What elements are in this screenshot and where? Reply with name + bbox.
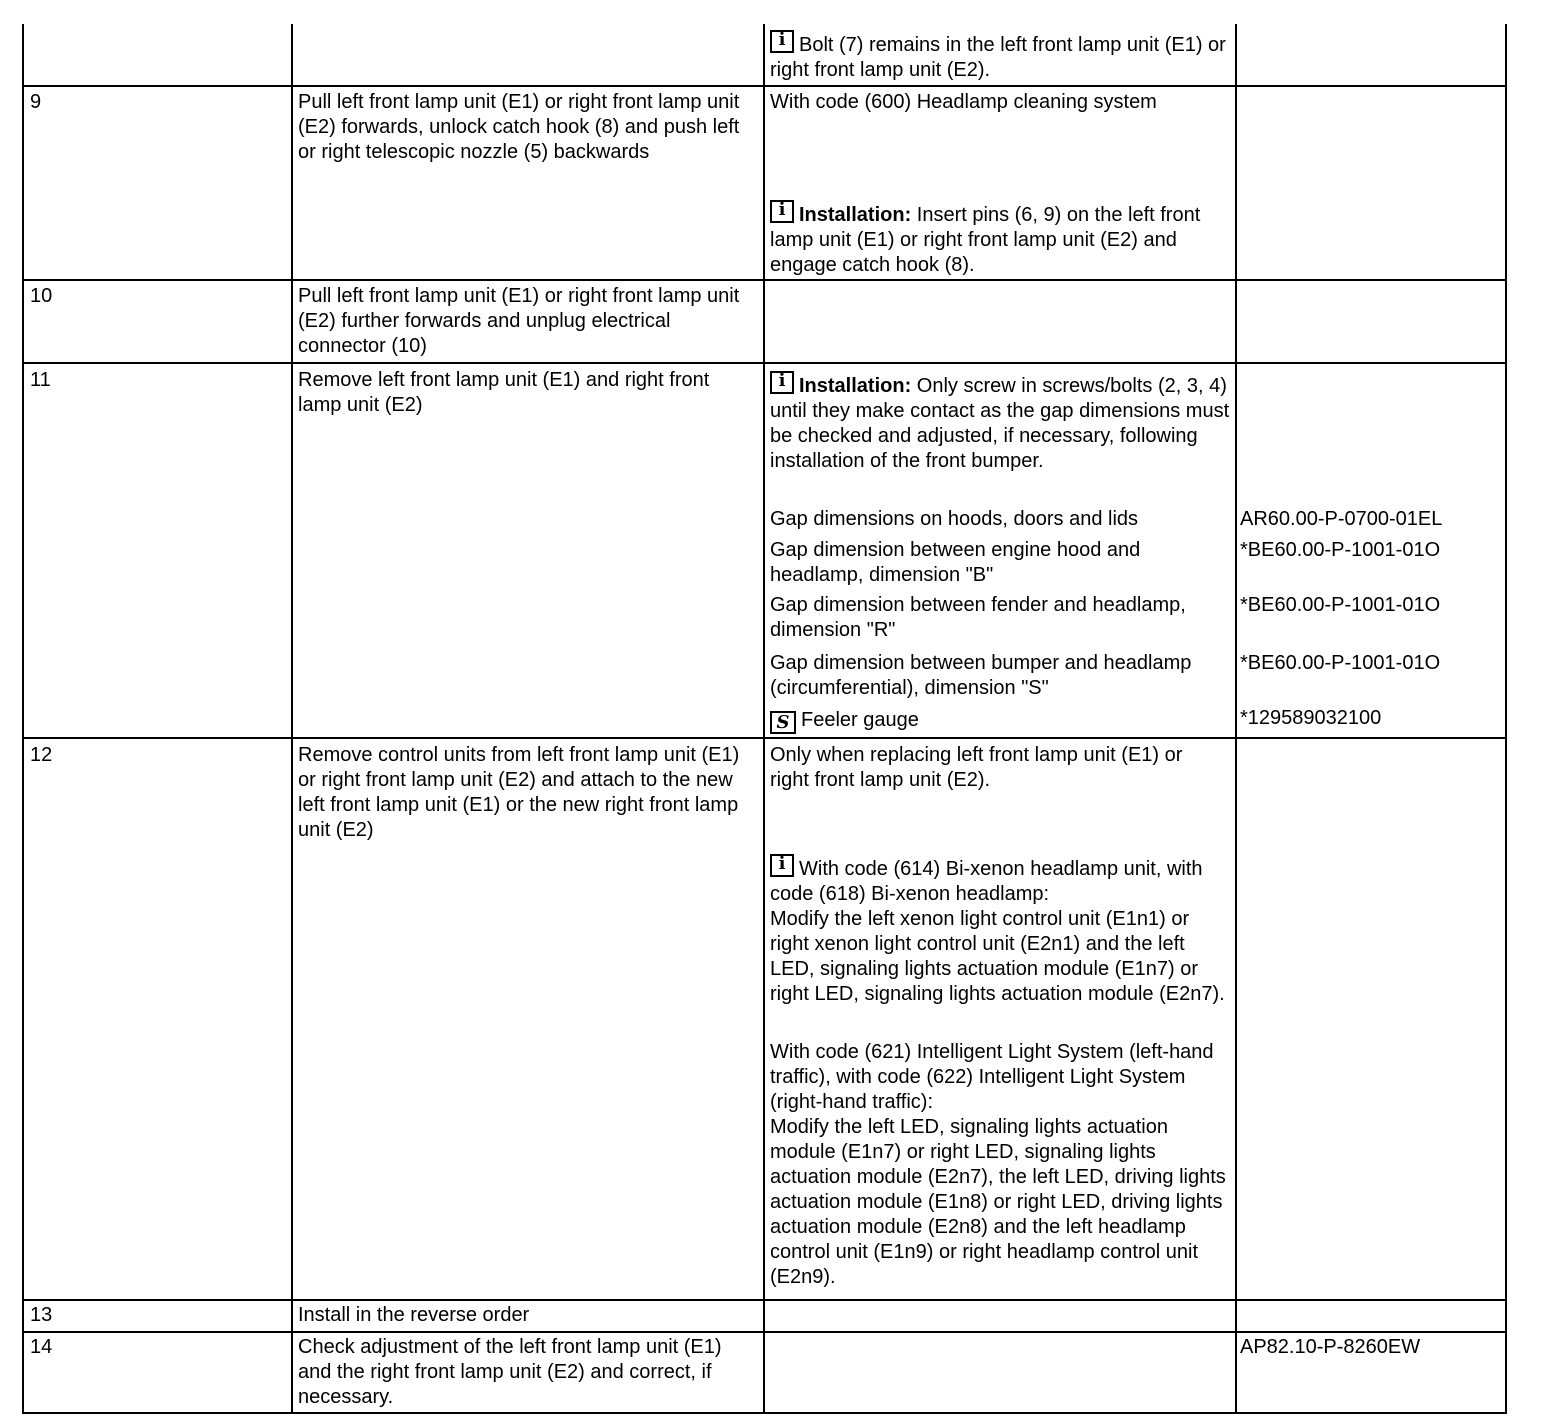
document-reference[interactable]: *BE60.00-P-1001-01O (1240, 539, 1441, 561)
table-border-bottom (22, 1412, 1507, 1414)
note-text: Only screw in screws/bolts (2, 3, 4) until they make contact as the gap dimensions must be checked and adjusted, if necessary, following installation of the front bumper. (770, 375, 1230, 472)
step-action: Pull left front lamp unit (E1) or right front lamp unit (E2) forwards, unlock catch hook (8) and push left or right telescopic nozzle (5) backwards (298, 91, 740, 163)
row-divider (22, 737, 1507, 739)
row-divider (22, 1299, 1507, 1301)
note-cell (770, 371, 1230, 474)
note-text: Insert pins (6, 9) on the left front lamp unit (E1) or right front lamp unit (E2) and engage catch hook (8). (770, 204, 1201, 276)
step-number: 11 (30, 369, 51, 391)
step-action: Check adjustment of the left front lamp unit (E1) and the right front lamp unit (E2) and correct, if necessary. (298, 1336, 722, 1408)
column-divider (763, 24, 765, 1414)
note-text: Bolt (7) remains in the left front lamp unit (E1) or right front lamp unit (E2). (770, 34, 1226, 81)
step-number: 12 (30, 744, 53, 766)
step-number: 10 (30, 285, 53, 307)
table-border-left (22, 24, 24, 1414)
tool-part-number[interactable]: *129589032100 (1240, 707, 1382, 729)
note-text: Modify the left xenon light control unit (E1n1) or right xenon light control unit (E2n1) and the left LED, signaling lights actuation module (E1n7) or right LED, signaling lights actuation module (E2n7). (770, 908, 1225, 1005)
row-divider (22, 85, 1507, 87)
row-divider (22, 1331, 1507, 1333)
row-divider (22, 362, 1507, 364)
info-icon: i (770, 371, 794, 394)
step-action: Install in the reverse order (298, 1304, 530, 1326)
note-cell (770, 30, 1230, 83)
procedure-table (22, 24, 1507, 1414)
table-border-right (1505, 24, 1507, 1414)
document-reference[interactable]: *BE60.00-P-1001-01O (1240, 652, 1441, 674)
document-reference[interactable]: *BE60.00-P-1001-01O (1240, 594, 1441, 616)
note-cell (770, 854, 1230, 1007)
step-action: Pull left front lamp unit (E1) or right front lamp unit (E2) further forwards and unplug electrical connector (10) (298, 285, 740, 357)
note-text: Gap dimension between engine hood and headlamp, dimension "B" (770, 539, 1141, 586)
info-icon: i (770, 200, 794, 223)
note-text: With code (600) Headlamp cleaning system (770, 91, 1157, 113)
note-text: With code (621) Intelligent Light System (left-hand traffic), with code (622) Intelligent Light System (right-hand traffic): (770, 1041, 1214, 1113)
special-tool-icon: S (770, 711, 796, 734)
step-number: 14 (30, 1336, 53, 1358)
installation-label: Installation: (799, 375, 912, 397)
note-cell (770, 200, 1230, 278)
info-icon: i (770, 30, 794, 53)
step-action: Remove control units from left front lamp unit (E1) or right front lamp unit (E2) and attach to the new left front lamp unit (E1) or the new right front lamp unit (E2) (298, 744, 740, 841)
note-text: Gap dimension between bumper and headlamp (circumferential), dimension "S" (770, 652, 1192, 699)
step-action: Remove left front lamp unit (E1) and right front lamp unit (E2) (298, 369, 710, 416)
column-divider (1235, 24, 1237, 1414)
row-divider (22, 279, 1507, 281)
step-number: 13 (30, 1304, 53, 1326)
note-text: Modify the left LED, signaling lights actuation module (E1n7) or right LED, signaling lights actuation module (E2n7), the left LED, driving lights actuation module (E1n8) or right LED, driving lights actuation module (E2n8) and the left headlamp control unit (E1n9) or right headlamp control unit (E2n9). (770, 1116, 1226, 1288)
document-reference[interactable]: AP82.10-P-8260EW (1240, 1336, 1421, 1358)
note-text: Feeler gauge (801, 709, 919, 731)
step-number: 9 (30, 91, 42, 113)
note-text: With code (614) Bi-xenon headlamp unit, with code (618) Bi-xenon headlamp: (770, 858, 1203, 905)
note-cell (770, 1040, 1230, 1290)
installation-label: Installation: (799, 204, 912, 226)
note-text: Only when replacing left front lamp unit (E1) or right front lamp unit (E2). (770, 744, 1183, 791)
info-icon: i (770, 854, 794, 877)
column-divider (291, 24, 293, 1414)
note-text: Gap dimension between fender and headlamp, dimension "R" (770, 594, 1186, 641)
note-cell (770, 708, 1230, 734)
document-reference[interactable]: AR60.00-P-0700-01EL (1240, 508, 1443, 530)
note-text: Gap dimensions on hoods, doors and lids (770, 508, 1139, 530)
